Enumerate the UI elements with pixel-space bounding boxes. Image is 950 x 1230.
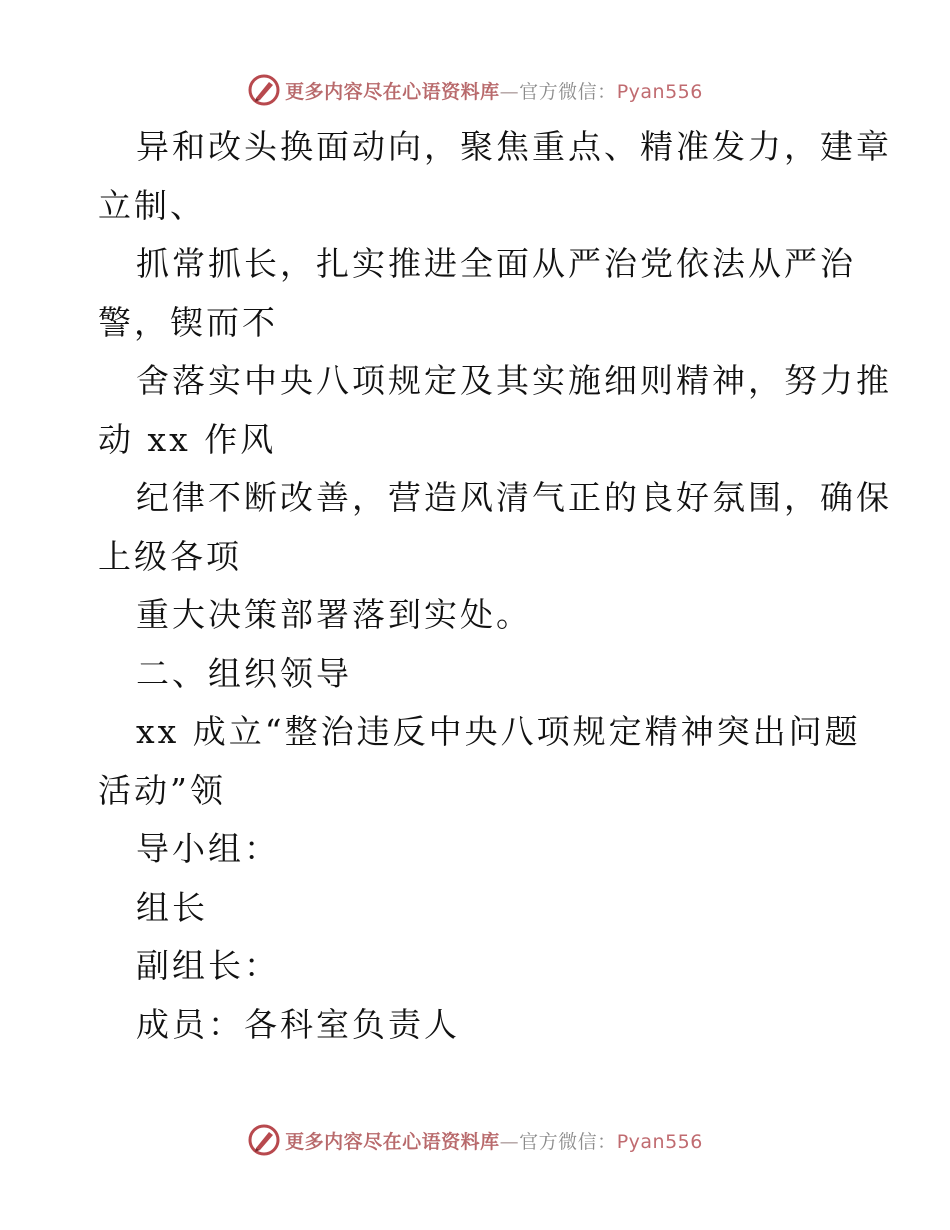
document-body <box>98 118 892 1054</box>
footer-dash: — <box>499 1130 520 1153</box>
header-sub-text: 官方微信： <box>519 80 617 103</box>
text-line: 纪律不断改善，营造风清气正的良好氛围，确保 <box>136 478 892 517</box>
section-heading: 二、组织领导 <box>136 653 352 693</box>
header-dash: — <box>499 80 520 103</box>
text-line: 副组长： <box>136 946 280 985</box>
footer-account: Pyan556 <box>616 1130 703 1153</box>
text-line: 立制、 <box>98 185 206 225</box>
text-line: 动 xx 作风 <box>98 419 277 459</box>
text-line: 抓常抓长，扎实推进全面从严治党依法从严治 <box>136 244 856 283</box>
header-account: Pyan556 <box>616 80 703 103</box>
text-line: 警，锲而不 <box>98 302 278 342</box>
text-line: 重大决策部署落到实处。 <box>136 595 532 634</box>
text-line: 上级各项 <box>98 536 242 576</box>
header-banner <box>0 70 950 110</box>
header-text <box>285 77 703 104</box>
footer-sub-text: 官方微信： <box>519 1130 617 1153</box>
text-line: 舍落实中央八项规定及其实施细则精神，努力推 <box>136 361 892 400</box>
text-line: 异和改头换面动向，聚焦重点、精准发力，建章 <box>136 127 892 166</box>
text-line: 组长 <box>136 887 208 927</box>
text-line: 活动”领 <box>98 770 226 810</box>
footer-main-text: 更多内容尽在心语资料库 <box>285 1130 500 1153</box>
text-line: 成员：各科室负责人 <box>136 1004 460 1044</box>
header-main-text: 更多内容尽在心语资料库 <box>285 80 500 103</box>
text-line: xx 成立“整治违反中央八项规定精神突出问题 <box>136 712 861 751</box>
footer-text <box>285 1127 703 1154</box>
pen-circle-logo-icon <box>247 1123 281 1157</box>
text-line: 导小组： <box>136 829 280 868</box>
footer-banner <box>0 1120 950 1160</box>
pen-circle-logo-icon <box>247 73 281 107</box>
